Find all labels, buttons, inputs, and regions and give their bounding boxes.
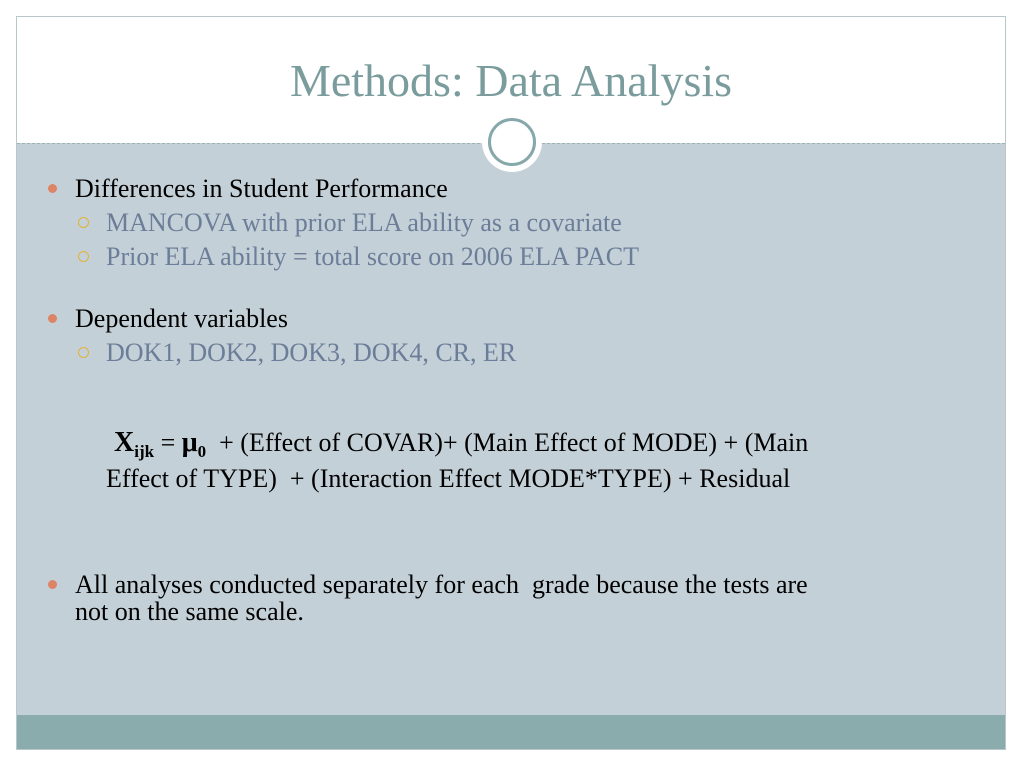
- bullet-dot-icon: [48, 184, 57, 193]
- sub-bullet-ring-icon: [78, 251, 89, 262]
- formula-terms-line-1: + (Effect of COVAR)+ (Main Effect of MODE) + (Main: [206, 428, 809, 457]
- formula-variable: X: [114, 427, 135, 458]
- bullet-line-2: not on the same scale.: [75, 597, 304, 626]
- sub-bullet-item: DOK1, DOK2, DOK3, DOK4, CR, ER: [106, 338, 517, 367]
- sub-bullet-item: MANCOVA with prior ELA ability as a covariate: [106, 208, 622, 237]
- formula-mu-subscript: 0: [197, 442, 207, 462]
- bullet-item: Dependent variables: [75, 304, 288, 333]
- formula-mu: μ: [181, 427, 198, 458]
- bullet-item: [75, 571, 808, 625]
- bottom-band: [17, 715, 1005, 749]
- bullet-dot-icon: [48, 580, 57, 589]
- formula-terms-line-2: Effect of TYPE) + (Interaction Effect MODE*TYPE) + Residual: [106, 464, 791, 494]
- slide-content: [17, 17, 1005, 749]
- formula-equals: =: [154, 428, 182, 457]
- slide: [16, 16, 1006, 750]
- bullet-line-1: All analyses conducted separately for each grade because the tests are: [75, 570, 808, 599]
- sub-bullet-item: Prior ELA ability = total score on 2006 ELA PACT: [106, 242, 639, 271]
- formula: [106, 429, 966, 492]
- bullet-item: Differences in Student Performance: [75, 174, 448, 203]
- bullet-dot-icon: [48, 314, 57, 323]
- slide-title: Methods: Data Analysis: [289, 55, 733, 106]
- sub-bullet-ring-icon: [78, 217, 89, 228]
- formula-line-1: [106, 429, 966, 465]
- sub-bullet-ring-icon: [78, 347, 89, 358]
- formula-variable-subscript: ijk: [134, 442, 155, 462]
